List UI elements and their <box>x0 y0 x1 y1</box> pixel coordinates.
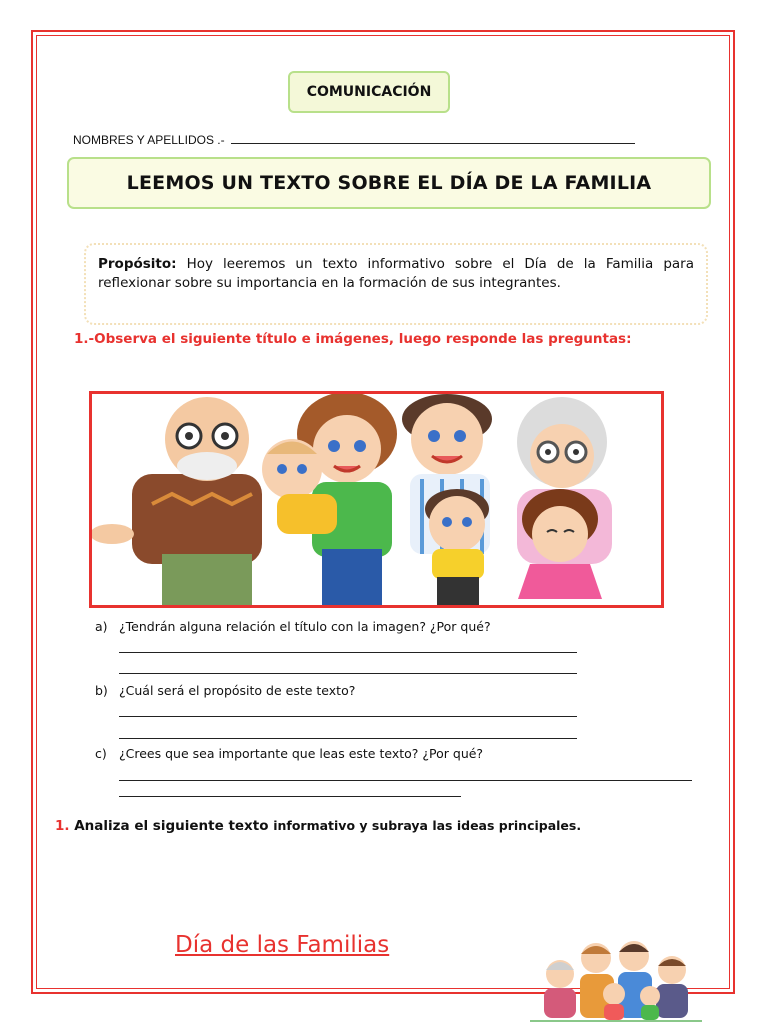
subject-badge: COMUNICACIÓN <box>288 71 450 113</box>
page-title: LEEMOS UN TEXTO SOBRE EL DÍA DE LA FAMILIA <box>67 157 711 209</box>
question-b <box>95 683 355 698</box>
answer-line[interactable] <box>119 738 577 739</box>
section-2-text-b: informativo y subraya las ideas principales. <box>273 818 582 833</box>
answer-line[interactable] <box>119 780 692 781</box>
question-c <box>95 746 483 761</box>
names-blank-line[interactable] <box>231 133 635 144</box>
question-a <box>95 619 491 634</box>
question-a-letter: a) <box>95 619 108 634</box>
answer-line[interactable] <box>119 673 577 674</box>
names-label: NOMBRES Y APELLIDOS .- <box>73 133 225 147</box>
purpose-text: Hoy leeremos un texto informativo sobre el Día de la Familia para reflexionar sobre su importancia en la formación de sus integrantes. <box>98 256 694 291</box>
question-c-text: ¿Crees que sea importante que leas este texto? ¿Por qué? <box>119 746 484 761</box>
question-c-letter: c) <box>95 746 107 761</box>
purpose-box <box>84 243 708 325</box>
question-b-letter: b) <box>95 683 108 698</box>
reading-title: Día de las Familias <box>175 932 390 958</box>
family-illustration-icon <box>92 394 661 605</box>
small-family-illustration-icon <box>530 936 702 1022</box>
answer-line[interactable] <box>119 796 461 797</box>
question-b-text: ¿Cuál será el propósito de este texto? <box>119 683 356 698</box>
section-1-title: 1.-Observa el siguiente título e imágenes, luego responde las preguntas: <box>74 331 632 347</box>
answer-line[interactable] <box>119 652 577 653</box>
section-2-text-a: Analiza el siguiente texto <box>74 818 269 834</box>
section-2-number: 1. <box>55 818 70 834</box>
family-illustration-frame <box>89 391 664 608</box>
purpose-label: Propósito: <box>98 256 177 272</box>
question-a-text: ¿Tendrán alguna relación el título con la imagen? ¿Por qué? <box>119 619 491 634</box>
answer-line[interactable] <box>119 716 577 717</box>
section-2-title <box>55 818 581 834</box>
names-field <box>73 133 635 147</box>
